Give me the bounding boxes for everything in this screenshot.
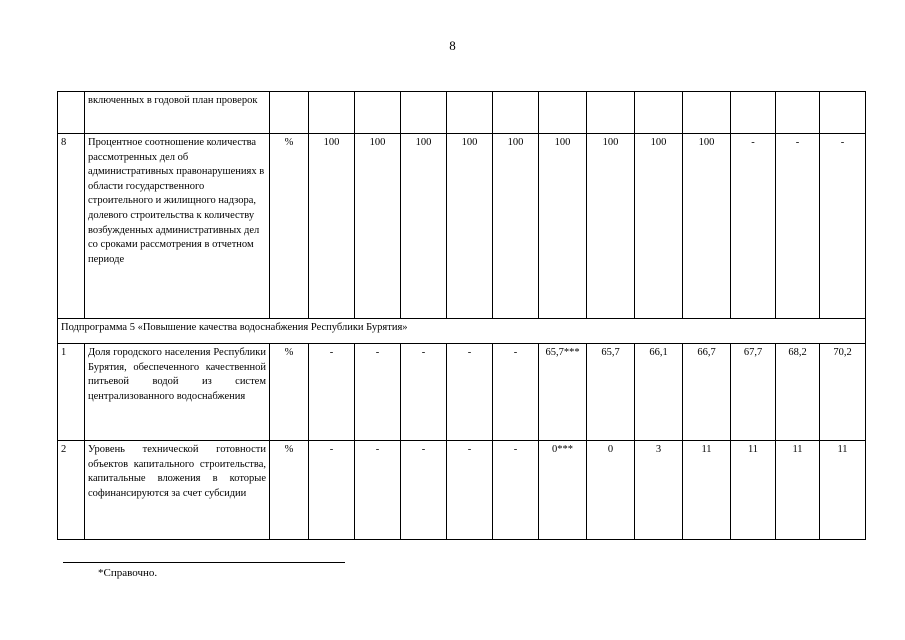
value-cell: 68,2 xyxy=(776,344,820,441)
value-cell xyxy=(493,92,539,134)
value-cell: - xyxy=(309,441,355,540)
value-cell: - xyxy=(401,441,447,540)
value-cell xyxy=(401,92,447,134)
value-cell xyxy=(776,92,820,134)
value-cell: - xyxy=(355,441,401,540)
value-cell: 100 xyxy=(401,134,447,319)
value-cell: 67,7 xyxy=(731,344,776,441)
footnote-divider xyxy=(63,562,345,563)
value-cell xyxy=(355,92,401,134)
table-row xyxy=(58,441,866,540)
row-number: 1 xyxy=(58,344,85,441)
value-cell: 100 xyxy=(587,134,635,319)
value-cell: - xyxy=(731,134,776,319)
value-cell: - xyxy=(355,344,401,441)
value-cell: 11 xyxy=(820,441,866,540)
value-cell: 65,7*** xyxy=(539,344,587,441)
value-cell: 100 xyxy=(539,134,587,319)
indicator-name: включенных в годовой план проверок xyxy=(85,92,270,134)
indicator-name: Процентное соотношение количества рассмотренных дел об административных правонарушениях в области государственного строительного и жилищного надзора, долевого строительства к количеству возбужденных административных дел со сроками рассмотрения в отчетном периоде xyxy=(85,134,270,319)
value-cell: - xyxy=(401,344,447,441)
value-cell: 11 xyxy=(731,441,776,540)
value-cell: - xyxy=(447,344,493,441)
value-cell xyxy=(309,92,355,134)
value-cell: 11 xyxy=(776,441,820,540)
value-cell: 11 xyxy=(683,441,731,540)
value-cell: 100 xyxy=(635,134,683,319)
subprogram-title: Подпрограмма 5 «Повышение качества водоснабжения Республики Бурятия» xyxy=(58,319,866,344)
value-cell xyxy=(447,92,493,134)
unit-cell: % xyxy=(270,344,309,441)
value-cell: 100 xyxy=(309,134,355,319)
value-cell: 100 xyxy=(447,134,493,319)
value-cell: - xyxy=(820,134,866,319)
table-row xyxy=(58,92,866,134)
row-number: 8 xyxy=(58,134,85,319)
value-cell: - xyxy=(447,441,493,540)
value-cell xyxy=(683,92,731,134)
value-cell: 66,1 xyxy=(635,344,683,441)
value-cell: 65,7 xyxy=(587,344,635,441)
value-cell: 100 xyxy=(355,134,401,319)
value-cell: 100 xyxy=(683,134,731,319)
value-cell xyxy=(587,92,635,134)
value-cell: 70,2 xyxy=(820,344,866,441)
value-cell: 0*** xyxy=(539,441,587,540)
table-row xyxy=(58,134,866,319)
value-cell: - xyxy=(493,441,539,540)
value-cell: - xyxy=(309,344,355,441)
indicators-table xyxy=(57,91,866,540)
value-cell: 0 xyxy=(587,441,635,540)
row-number xyxy=(58,92,85,134)
table-row xyxy=(58,344,866,441)
page-number: 8 xyxy=(449,38,456,53)
value-cell: 66,7 xyxy=(683,344,731,441)
value-cell: - xyxy=(493,344,539,441)
footnote: *Справочно. xyxy=(98,567,158,579)
subprogram-row xyxy=(58,319,866,344)
indicator-name: Доля городского населения Республики Бурятия, обеспеченного качественной питьевой водой из систем централизованного водоснабжения xyxy=(85,344,270,441)
value-cell: 100 xyxy=(493,134,539,319)
unit-cell: % xyxy=(270,441,309,540)
row-number: 2 xyxy=(58,441,85,540)
value-cell xyxy=(635,92,683,134)
value-cell xyxy=(731,92,776,134)
value-cell xyxy=(820,92,866,134)
value-cell: 3 xyxy=(635,441,683,540)
value-cell xyxy=(539,92,587,134)
indicator-name: Уровень технической готовности объектов капитального строительства, капитальные вложения в которые софинансируются за счет субсидии xyxy=(85,441,270,540)
unit-cell: % xyxy=(270,134,309,319)
unit-cell xyxy=(270,92,309,134)
value-cell: - xyxy=(776,134,820,319)
